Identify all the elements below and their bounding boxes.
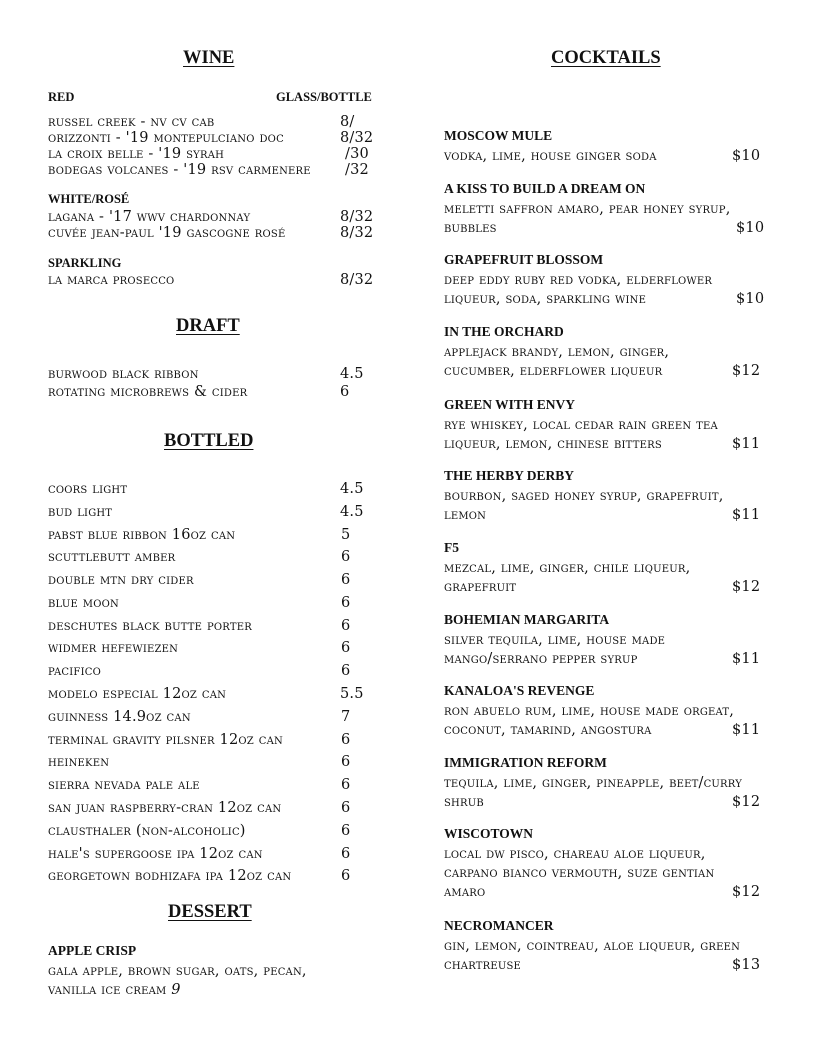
- bottled-item-name: pabst blue ribbon 16oz can: [48, 527, 236, 543]
- cocktail-description-line: ron abuelo rum, lime, house made orgeat,: [444, 703, 735, 719]
- wine-item-name: la croix belle - '19 syrah: [48, 146, 225, 162]
- cocktail-description-line: mezcal, lime, ginger, chile liqueur,: [444, 560, 691, 576]
- bottled-item-name: widmer hefewiezen: [48, 640, 179, 656]
- cocktail-price: $13: [732, 957, 761, 973]
- bottled-item-price: 4.5: [340, 481, 364, 497]
- bottled-item-name: heineken: [48, 754, 110, 770]
- wine-item-name: cuvée jean-paul '19 gascogne rosé: [48, 225, 286, 241]
- bottled-item-price: 5.5: [340, 686, 364, 702]
- dessert-title: APPLE CRISP: [48, 943, 137, 958]
- bottled-item-price: 6: [341, 549, 351, 565]
- bottled-item-price: 4.5: [340, 504, 364, 520]
- cocktail-description-line: mango/serrano pepper syrup: [444, 651, 638, 667]
- cocktail-name: BOHEMIAN MARGARITA: [444, 612, 610, 627]
- cocktail-name: GRAPEFRUIT BLOSSOM: [444, 252, 604, 267]
- bottled-item-price: 6: [341, 618, 351, 634]
- cocktail-price: $11: [732, 507, 761, 523]
- bottled-item-name: clausthaler (non-alcoholic): [48, 823, 246, 839]
- dessert-price: 9: [171, 982, 181, 998]
- cocktail-description-line: coconut, tamarind, angostura: [444, 722, 652, 738]
- cocktail-price: $10: [732, 148, 761, 164]
- cocktail-price: $10: [736, 291, 765, 307]
- cocktail-name: NECROMANCER: [444, 918, 554, 933]
- cocktail-price: $10: [736, 220, 765, 236]
- cocktail-description-line: amaro: [444, 884, 486, 900]
- bottled-item-name: blue moon: [48, 595, 119, 611]
- wine-item-price: /32: [345, 162, 369, 178]
- bottled-item-price: 6: [341, 754, 351, 770]
- bottled-heading: BOTTLED: [164, 431, 254, 451]
- bottled-item-price: 6: [341, 800, 351, 816]
- bottled-item-name: guinness 14.9oz can: [48, 709, 191, 725]
- cocktail-name: A KISS TO BUILD A DREAM ON: [444, 181, 646, 196]
- wine-item-price: 8/: [340, 114, 355, 130]
- dessert-description-line: [48, 982, 181, 998]
- cocktail-description-line: gin, lemon, cointreau, aloe liqueur, green: [444, 938, 741, 954]
- cocktails-heading: COCKTAILS: [551, 48, 661, 68]
- cocktail-name: IMMIGRATION REFORM: [444, 755, 607, 770]
- cocktail-name: IN THE ORCHARD: [444, 324, 564, 339]
- cocktail-description-line: local dw pisco, chareau aloe liqueur,: [444, 846, 706, 862]
- cocktail-description-line: vodka, lime, house ginger soda: [444, 148, 657, 164]
- cocktail-description-line: tequila, lime, ginger, pineapple, beet/curry: [444, 775, 742, 791]
- dessert-description-text: vanilla ice cream: [48, 982, 167, 998]
- cocktail-description-line: bourbon, saged honey syrup, grapefruit,: [444, 488, 724, 504]
- cocktail-description-line: bubbles: [444, 220, 497, 236]
- glass-bottle-header: GLASS/BOTTLE: [276, 90, 372, 104]
- bottled-item-name: deschutes black butte porter: [48, 618, 252, 634]
- cocktail-description-line: deep eddy ruby red vodka, elderflower: [444, 272, 713, 288]
- cocktail-description-line: liqueur, soda, sparkling wine: [444, 291, 647, 307]
- wine-item-price: 8/32: [340, 209, 374, 225]
- wine-item-name: lagana - '17 wwv chardonnay: [48, 209, 251, 225]
- dessert-description-line: gala apple, brown sugar, oats, pecan,: [48, 963, 307, 979]
- bottled-item-name: scuttlebutt amber: [48, 549, 176, 565]
- cocktail-price: $12: [732, 363, 761, 379]
- white-rose-section-title: WHITE/ROSÉ: [48, 192, 130, 206]
- cocktail-description-line: meletti saffron amaro, pear honey syrup,: [444, 201, 731, 217]
- cocktail-price: $12: [732, 884, 761, 900]
- cocktail-description-line: chartreuse: [444, 957, 522, 973]
- cocktail-name: KANALOA'S REVENGE: [444, 683, 595, 698]
- bottled-item-price: 5: [341, 527, 351, 543]
- bottled-item-price: 6: [341, 572, 351, 588]
- bottled-item-price: 6: [341, 595, 351, 611]
- cocktail-description-line: carpano bianco vermouth, suze gentian: [444, 865, 715, 881]
- cocktail-description-line: applejack brandy, lemon, ginger,: [444, 344, 670, 360]
- cocktail-description-line: grapefruit: [444, 579, 517, 595]
- dessert-heading: DESSERT: [168, 902, 252, 922]
- bottled-item-price: 6: [341, 663, 351, 679]
- cocktail-description-line: silver tequila, lime, house made: [444, 632, 666, 648]
- cocktail-description-line: shrub: [444, 794, 484, 810]
- cocktail-name: GREEN WITH ENVY: [444, 397, 576, 412]
- cocktail-price: $11: [732, 651, 761, 667]
- bottled-item-price: 6: [341, 846, 351, 862]
- cocktail-price: $12: [732, 794, 761, 810]
- cocktail-price: $11: [732, 722, 761, 738]
- cocktail-description-line: lemon: [444, 507, 487, 523]
- bottled-item-name: san juan raspberry-cran 12oz can: [48, 800, 282, 816]
- draft-item-price: 4.5: [340, 366, 364, 382]
- wine-item-name: orizzonti - '19 montepulciano doc: [48, 130, 284, 146]
- bottled-item-name: hale's supergoose ipa 12oz can: [48, 846, 263, 862]
- draft-item-price: 6: [340, 384, 350, 400]
- bottled-item-price: 6: [341, 777, 351, 793]
- bottled-item-name: pacifico: [48, 663, 101, 679]
- wine-item-price: 8/32: [340, 130, 374, 146]
- wine-item-name: la marca prosecco: [48, 272, 175, 288]
- cocktail-name: WISCOTOWN: [444, 826, 534, 841]
- draft-item-name: rotating microbrews & cider: [48, 384, 248, 400]
- draft-heading: DRAFT: [176, 316, 240, 336]
- wine-item-price: 8/32: [340, 225, 374, 241]
- red-section-title: RED: [48, 90, 75, 104]
- bottled-item-name: terminal gravity pilsner 12oz can: [48, 732, 283, 748]
- cocktail-name: F5: [444, 540, 459, 555]
- cocktail-price: $12: [732, 579, 761, 595]
- wine-item-name: bodegas volcanes - '19 rsv carmenere: [48, 162, 311, 178]
- bottled-item-name: sierra nevada pale ale: [48, 777, 200, 793]
- bottled-item-price: 6: [341, 732, 351, 748]
- bottled-item-name: modelo especial 12oz can: [48, 686, 227, 702]
- sparkling-section-title: SPARKLING: [48, 256, 122, 270]
- wine-item-price: /30: [345, 146, 369, 162]
- wine-heading: WINE: [183, 48, 235, 68]
- bottled-item-name: coors light: [48, 481, 128, 497]
- bottled-item-price: 7: [341, 709, 351, 725]
- draft-item-name: burwood black ribbon: [48, 366, 199, 382]
- cocktail-price: $11: [732, 436, 761, 452]
- bottled-item-price: 6: [341, 868, 351, 884]
- cocktail-name: THE HERBY DERBY: [444, 468, 575, 483]
- bottled-item-price: 6: [341, 640, 351, 656]
- bottled-item-price: 6: [341, 823, 351, 839]
- cocktail-description-line: rye whiskey, local cedar rain green tea: [444, 417, 718, 433]
- bottled-item-name: double mtn dry cider: [48, 572, 194, 588]
- cocktail-description-line: cucumber, elderflower liqueur: [444, 363, 663, 379]
- bottled-item-name: georgetown bodhizafa ipa 12oz can: [48, 868, 292, 884]
- bottled-item-name: bud light: [48, 504, 113, 520]
- cocktail-description-line: liqueur, lemon, chinese bitters: [444, 436, 662, 452]
- wine-item-name: russel creek - nv cv cab: [48, 114, 215, 130]
- cocktail-name: MOSCOW MULE: [444, 128, 553, 143]
- wine-item-price: 8/32: [340, 272, 374, 288]
